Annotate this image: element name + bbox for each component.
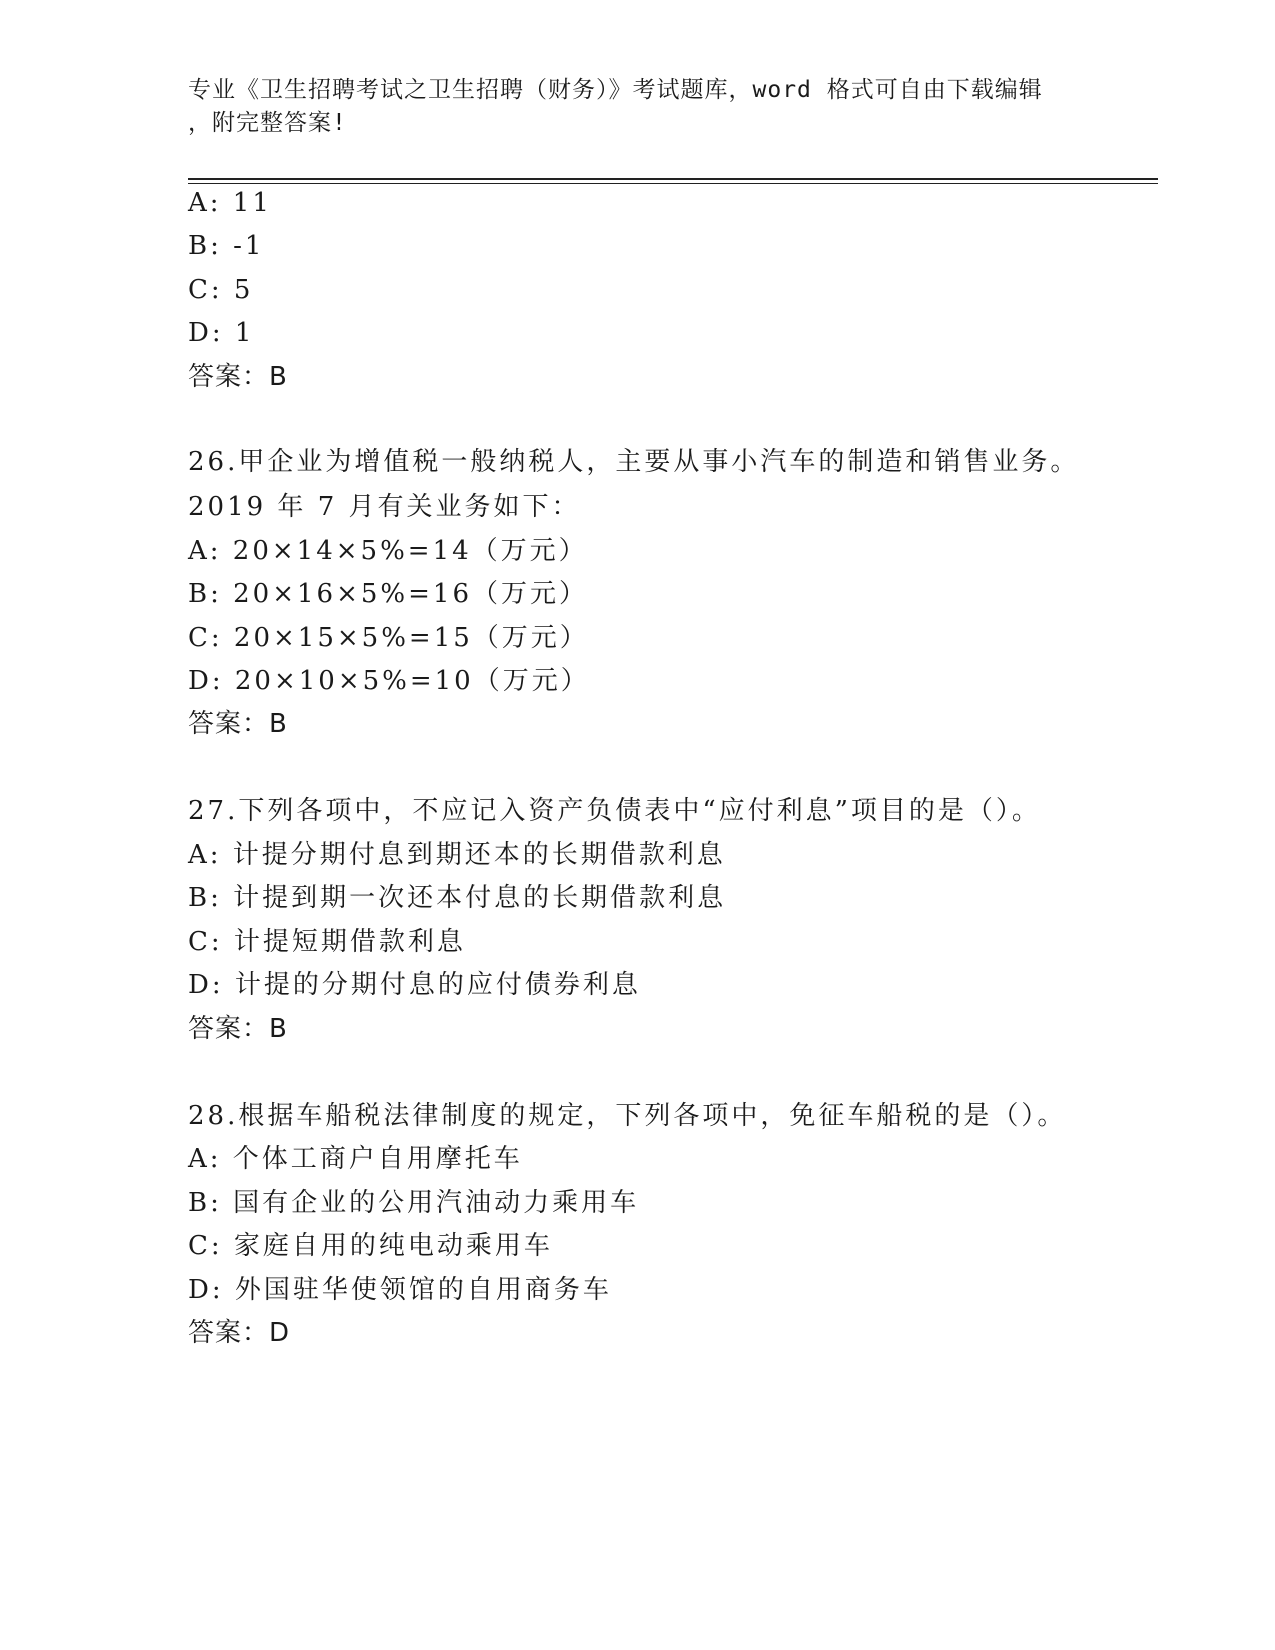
q26-option-b: B: 20×16×5%=16（万元）: [188, 579, 588, 609]
q28-answer: 答案：D: [188, 1318, 291, 1348]
q28-option-a: A: 个体工商户自用摩托车: [188, 1144, 523, 1174]
q26-stem-line-1: 26.甲企业为增值税一般纳税人，主要从事小汽车的制造和销售业务。: [188, 447, 1080, 477]
header-divider-thick: [188, 178, 1158, 180]
q26-option-a: A: 20×14×5%=14（万元）: [188, 536, 588, 566]
q27-option-a: A: 计提分期付息到期还本的长期借款利息: [188, 840, 726, 870]
header-divider-thin: [188, 183, 1158, 184]
q27-option-b: B: 计提到期一次还本付息的长期借款利息: [188, 883, 727, 913]
q27-answer: 答案：B: [188, 1014, 288, 1044]
q25-answer: 答案：B: [188, 362, 288, 392]
q28-option-d: D: 外国驻华使领馆的自用商务车: [188, 1275, 612, 1305]
q26-stem-line-2: 2019 年 7 月有关业务如下：: [188, 492, 581, 522]
header-line-2: ，附完整答案!: [188, 110, 347, 136]
q27-option-c: C: 计提短期借款利息: [188, 927, 466, 957]
q27-option-d: D: 计提的分期付息的应付债券利息: [188, 970, 641, 1000]
header-line-1: 专业《卫生招聘考试之卫生招聘（财务）》考试题库，word 格式可自由下载编辑: [188, 77, 1043, 103]
q25-option-b: B: -1: [188, 231, 265, 261]
q28-stem: 28.根据车船税法律制度的规定，下列各项中，免征车船税的是（）。: [188, 1101, 1067, 1131]
q28-option-c: C: 家庭自用的纯电动乘用车: [188, 1231, 553, 1261]
q25-option-c: C: 5: [188, 275, 254, 305]
q27-stem: 27.下列各项中，不应记入资产负债表中“应付利息”项目的是（）。: [188, 796, 1041, 826]
document-header: [188, 74, 1088, 140]
q26-answer: 答案：B: [188, 709, 288, 739]
q28-option-b: B: 国有企业的公用汽油动力乘用车: [188, 1188, 640, 1218]
q26-option-d: D: 20×10×5%=10（万元）: [188, 666, 590, 696]
q26-option-c: C: 20×15×5%=15（万元）: [188, 623, 589, 653]
q25-option-a: A: 11: [188, 188, 272, 218]
q25-option-d: D: 1: [188, 318, 255, 348]
